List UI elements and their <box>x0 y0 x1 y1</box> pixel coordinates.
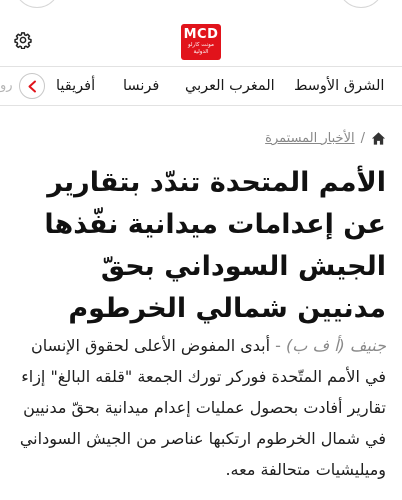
dateline-dash: - <box>275 336 281 355</box>
breadcrumb-separator: / <box>360 131 365 146</box>
chevron-left-icon <box>27 80 37 93</box>
home-icon[interactable] <box>371 131 386 146</box>
nav-overflow-item[interactable]: رو <box>0 78 13 93</box>
nav-item-maghreb[interactable]: المغرب العربي <box>185 78 275 94</box>
article-lead-text: أبدى المفوض الأعلى لحقوق الإنسان في الأمم المتّحدة فوركر تورك الجمعة "قلقه البالغ" إزاء تقارير أفادت بحصول عمليات إعدام ميدانية بحقّ مدنيين في شمال الخرطوم ارتكبها عناصر من الجيش السوداني وميليشيات متحالفة معه. <box>19 336 386 479</box>
logo-subtext-2: الدولية <box>193 49 209 55</box>
site-logo[interactable] <box>181 24 221 60</box>
logo-text: MCD <box>183 27 219 42</box>
site-header <box>0 0 402 64</box>
section-nav <box>0 66 402 106</box>
nav-item-middle-east[interactable]: الشرق الأوسط <box>294 78 385 94</box>
article-lead <box>14 330 386 485</box>
logo-subtext-1: مونت كارلو <box>188 42 214 48</box>
nav-scroll-button[interactable] <box>19 73 45 99</box>
article-title: الأمم المتحدة تندّد بتقارير عن إعدامات ميدانية نفّذها الجيش السوداني بحقّ مدنيين شمالي الخرطوم <box>44 167 386 324</box>
breadcrumb-link-section[interactable]: الأخبار المستمرة <box>265 131 355 146</box>
article-dateline: جنيف (أ ف ب) <box>286 336 386 355</box>
nav-item-africa[interactable]: أفريقيا <box>56 78 96 94</box>
gear-icon[interactable] <box>14 31 32 49</box>
breadcrumb <box>265 128 386 148</box>
nav-item-france[interactable]: فرنسا <box>123 78 160 94</box>
